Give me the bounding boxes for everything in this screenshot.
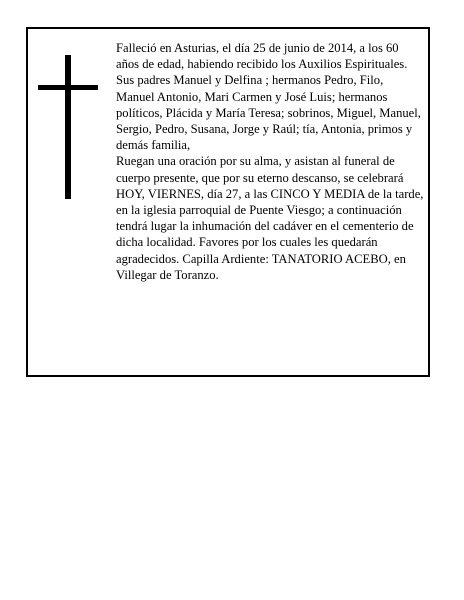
cross-vertical-bar: [65, 55, 71, 199]
latin-cross-icon: [38, 55, 98, 199]
notice-text: [116, 40, 424, 283]
death-announcement-paragraph: Falleció en Asturias, el día 25 de junio de 2014, a los 60 años de edad, habiendo recibido los Auxilios Espirituales.: [116, 41, 408, 72]
cross-horizontal-bar: [38, 85, 98, 90]
funeral-details-paragraph: Ruegan una oración por su alma, y asistan al funeral de cuerpo presente, que por su eterno descanso, se celebrará HOY, VIERNES, día 27, a las CINCO Y MEDIA de la tarde, en la iglesia parroquial de Puente Viesgo; a continuación tendrá lugar la inhumación del cadáver en el cementerio de dicha localidad. Favores por los cuales les quedarán agradecidos. Capilla Ardiente: TANATORIO ACEBO, en Villegar de Toranzo.: [116, 154, 424, 282]
obituary-notice: [26, 27, 430, 377]
family-paragraph: Sus padres Manuel y Delfina ; hermanos Pedro, Filo, Manuel Antonio, Mari Carmen y José Luis; hermanos políticos, Plácida y María Teresa; sobrinos, Miguel, Manuel, Sergio, Pedro, Susana, Jorge y Raúl; tía, Antonia, primos y demás familia,: [116, 73, 421, 153]
